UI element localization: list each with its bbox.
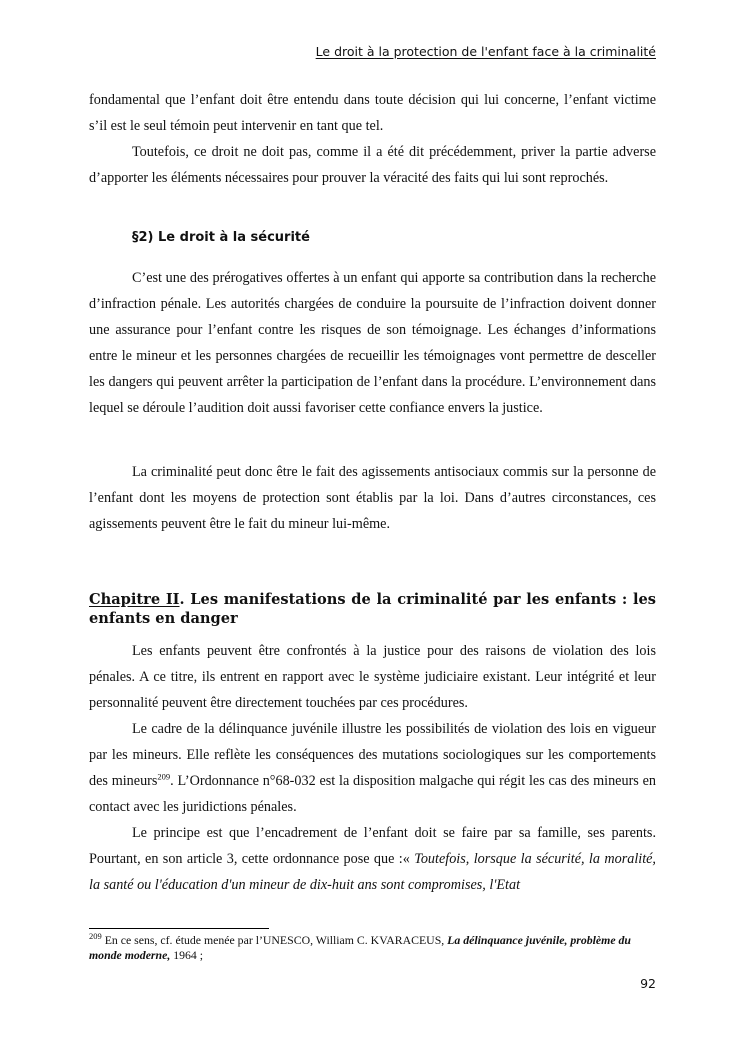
paragraph: Les enfants peuvent être confrontés à la justice pour des raisons de violation des lois pénales. A ce titre, ils entrent en rapport avec le système judiciaire existant. Leur intégrité et leur personnalité peuvent être directement touchées par ces procédures. <box>89 643 656 711</box>
footnote-book-title: La délinquance juvénile, problème du monde moderne, <box>89 933 631 962</box>
footnote-text: En ce sens, cf. étude menée par l’UNESCO, William C. KVARACEUS, <box>101 933 448 947</box>
running-header: Le droit à la protection de l'enfant face à la criminalité <box>315 44 656 59</box>
paragraph <box>89 820 656 898</box>
section-heading: §2) Le droit à la sécurité <box>132 230 310 245</box>
paragraph: La criminalité peut donc être le fait des agissements antisociaux commis sur la personne de l’enfant dont les moyens de protection sont établis par la loi. Dans d’autres circonstances, ces agissements peuvent être le fait du mineur lui-même. <box>89 464 656 532</box>
chapter-title: . Les manifestations de la criminalité par les enfants : les enfants en danger <box>89 591 656 627</box>
page-number: 92 <box>640 976 656 991</box>
paragraph-continuation: fondamental que l’enfant doit être entendu dans toute décision qui lui concerne, l’enfant victime s’il est le seul témoin peut intervenir en tant que tel. <box>89 92 656 134</box>
chapter-label: Chapitre II <box>89 591 180 608</box>
footnote-number: 209 <box>89 931 102 942</box>
chapter-heading <box>89 590 656 628</box>
footnote <box>89 933 656 963</box>
footnote-text: 1964 ; <box>170 948 204 962</box>
footnote-reference[interactable]: 209 <box>157 771 171 782</box>
paragraph <box>89 716 656 820</box>
paragraph: Toutefois, ce droit ne doit pas, comme il a été dit précédemment, priver la partie adverse d’apporter les éléments nécessaires pour prouver la véracité des faits qui lui sont reprochés. <box>89 144 656 186</box>
paragraph-text: . L’Ordonnance n°68-032 est la disposition malgache qui régit les cas des mineurs en contact avec les juridictions pénales. <box>89 773 656 815</box>
paragraph: C’est une des prérogatives offertes à un enfant qui apporte sa contribution dans la recherche d’infraction pénale. Les autorités chargées de conduire la poursuite de l’infraction doivent donner une assurance pour l’enfant contre les risques de son témoignage. Les échanges d’informations entre le mineur et les personnes chargées de recueillir les témoignages vont permettre de desceller les dangers qui peuvent arrêter la participation de l’enfant dans la procédure. L’environnement dans lequel se déroule l’audition doit aussi favoriser cette confiance envers la justice. <box>89 270 656 416</box>
paragraph-text: Le cadre de la délinquance juvénile illustre les possibilités de violation des lois en vigueur par les mineurs. Elle reflète les conséquences des mutations sociologiques sur les comportements des mineurs <box>89 721 656 789</box>
footnote-separator <box>89 928 269 929</box>
paragraph-text: Le principe est que l’encadrement de l’enfant doit se faire par sa famille, ses parents. Pourtant, en son article 3, cette ordonnance pose que :« <box>89 825 656 867</box>
quoted-text: Toutefois, lorsque la sécurité, la moralité, la santé ou l'éducation d'un mineur de dix-huit ans sont compromises, l'Etat <box>89 851 656 893</box>
